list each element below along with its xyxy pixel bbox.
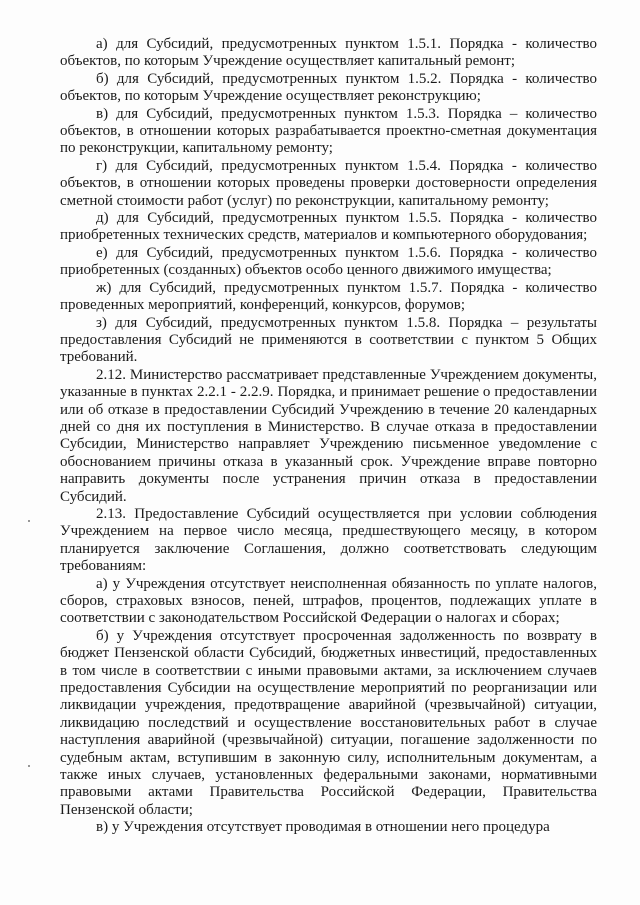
- scan-artifact: [28, 520, 30, 522]
- paragraph-2-12: 2.12. Министерство рассматривает представленные Учреждением документы, указанные в пунктах 2.2.1 - 2.2.9. Порядка, и принимает решение о предоставлении или об отказе в предоставлении Субсидий Учреждению в течение 20 календарных дней со дня их поступления в Министерство. В случае отказа в предоставлении Субсидии, Министерство направляет Учреждению письменное уведомление с обоснованием причины отказа в указанный срок. Учреждение вправе повторно направить документы после устранения причин отказа в предоставлении Субсидий.: [60, 366, 597, 505]
- paragraph-item-e: е) для Субсидий, предусмотренных пунктом 1.5.6. Порядка - количество приобретенных (созданных) объектов особо ценного движимого имущества;: [60, 244, 597, 279]
- paragraph-req-b: б) у Учреждения отсутствует просроченная задолженность по возврату в бюджет Пензенской области Субсидий, бюджетных инвестиций, предоставленных в том числе в соответствии с иными правовыми актами, за исключением случаев предоставления Субсидии на осуществление мероприятий по реорганизации или ликвидации учреждения, предотвращение аварийной (чрезвычайной) ситуации, ликвидацию последствий и осуществление восстановительных работ в случае наступления аварийной (чрезвычайной) ситуации, погашение задолженности по судебным актам, вступившим в законную силу, исполнительным документам, а также иных случаев, установленных федеральными законами, нормативными правовыми актами Правительства Российской Федерации, Правительства Пензенской области;: [60, 627, 597, 818]
- paragraph-item-v: в) для Субсидий, предусмотренных пунктом 1.5.3. Порядка – количество объектов, в отношении которых разрабатывается проектно-сметная документация по реконструкции, капитальному ремонту;: [60, 105, 597, 157]
- paragraph-req-a: а) у Учреждения отсутствует неисполненная обязанность по уплате налогов, сборов, страховых взносов, пеней, штрафов, процентов, подлежащих уплате в соответствии с законодательством Российской Федерации о налогах и сборах;: [60, 575, 597, 627]
- paragraph-item-b: б) для Субсидий, предусмотренных пунктом 1.5.2. Порядка - количество объектов, по которым Учреждение осуществляет реконструкцию;: [60, 70, 597, 105]
- paragraph-item-zh: ж) для Субсидий, предусмотренных пунктом 1.5.7. Порядка - количество проведенных мероприятий, конференций, конкурсов, форумов;: [60, 279, 597, 314]
- paragraph-item-g: г) для Субсидий, предусмотренных пунктом 1.5.4. Порядка - количество объектов, в отношении которых проведены проверки достоверности определения сметной стоимости работ (услуг) по реконструкции, капитальному ремонту;: [60, 157, 597, 209]
- paragraph-item-z: з) для Субсидий, предусмотренных пунктом 1.5.8. Порядка – результаты предоставления Субсидий не применяются в соответствии с пунктом 5 Общих требований.: [60, 314, 597, 366]
- scan-artifact: [28, 765, 30, 767]
- paragraph-item-d: д) для Субсидий, предусмотренных пунктом 1.5.5. Порядка - количество приобретенных технических средств, материалов и компьютерного оборудования;: [60, 210, 597, 244]
- paragraph-req-v: в) у Учреждения отсутствует проводимая в отношении него процедура: [96, 819, 550, 836]
- paragraph-2-13: 2.13. Предоставление Субсидий осуществляется при условии соблюдения Учреждением на первое число месяца, предшествующего месяцу, в котором планируется заключение Соглашения, должно соответствовать следующим требованиям:: [60, 505, 597, 575]
- document-body: [60, 36, 597, 837]
- paragraph-item-a: а) для Субсидий, предусмотренных пунктом 1.5.1. Порядка - количество объектов, по которым Учреждение осуществляет капитальный ремонт;: [60, 36, 597, 70]
